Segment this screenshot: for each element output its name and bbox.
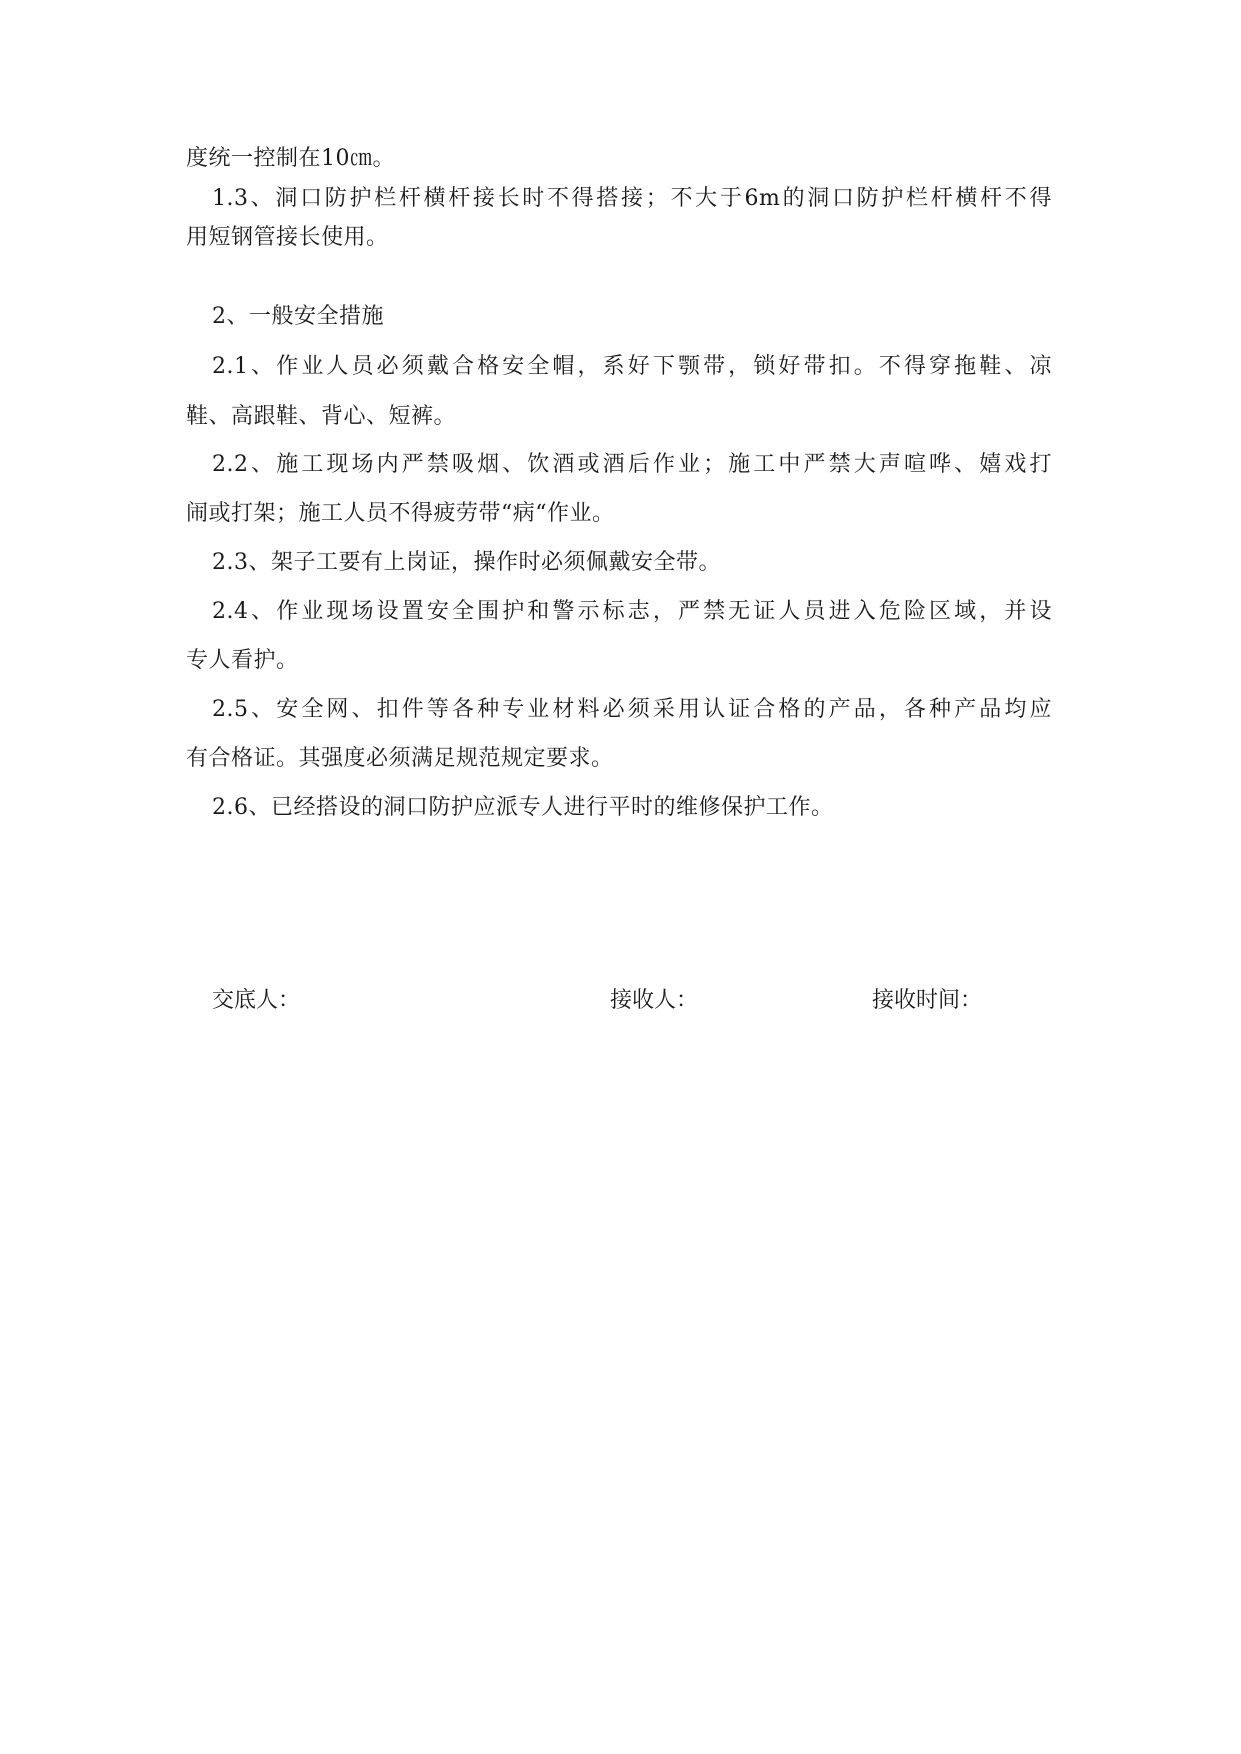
text-line-9: 2.3、架子工要有上岗证，操作时必须佩戴安全带。: [212, 550, 721, 575]
text-line-11: 专人看护。: [186, 648, 299, 673]
text-line-13: 有合格证。其强度必须满足规范规定要求。: [186, 746, 614, 771]
text-line-7: 2.2、施工现场内严禁吸烟、饮酒或酒后作业；施工中严禁大声喧哗、嬉戏打: [212, 452, 1052, 477]
text-line-14: 2.6、已经搭设的洞口防护应派专人进行平时的维修保护工作。: [212, 795, 834, 820]
text-line-12: 2.5、安全网、扣件等各种专业材料必须采用认证合格的产品，各种产品均应: [212, 697, 1052, 722]
text-line-6: 鞋、高跟鞋、背心、短裤。: [186, 404, 457, 429]
text-line-5: 2.1、作业人员必须戴合格安全帽，系好下颚带，锁好带扣。不得穿拖鞋、凉: [212, 354, 1052, 379]
receiver-label: 接收人：: [610, 988, 699, 1013]
text-line-8: 闹或打架；施工人员不得疲劳带“病“作业。: [186, 501, 615, 526]
receive-time-label: 接收时间：: [872, 988, 983, 1013]
text-line-1: 度统一控制在10㎝。: [186, 146, 395, 171]
discloser-label: 交底人：: [212, 988, 301, 1013]
section-heading: 2、一般安全措施: [212, 304, 384, 329]
text-line-10: 2.4、作业现场设置安全围护和警示标志，严禁无证人员进入危险区域，并设: [212, 599, 1052, 624]
text-line-2: 1.3、洞口防护栏杆横杆接长时不得搭接；不大于6m的洞口防护栏杆横杆不得: [212, 186, 1052, 211]
text-line-3: 用短钢管接长使用。: [186, 225, 389, 250]
